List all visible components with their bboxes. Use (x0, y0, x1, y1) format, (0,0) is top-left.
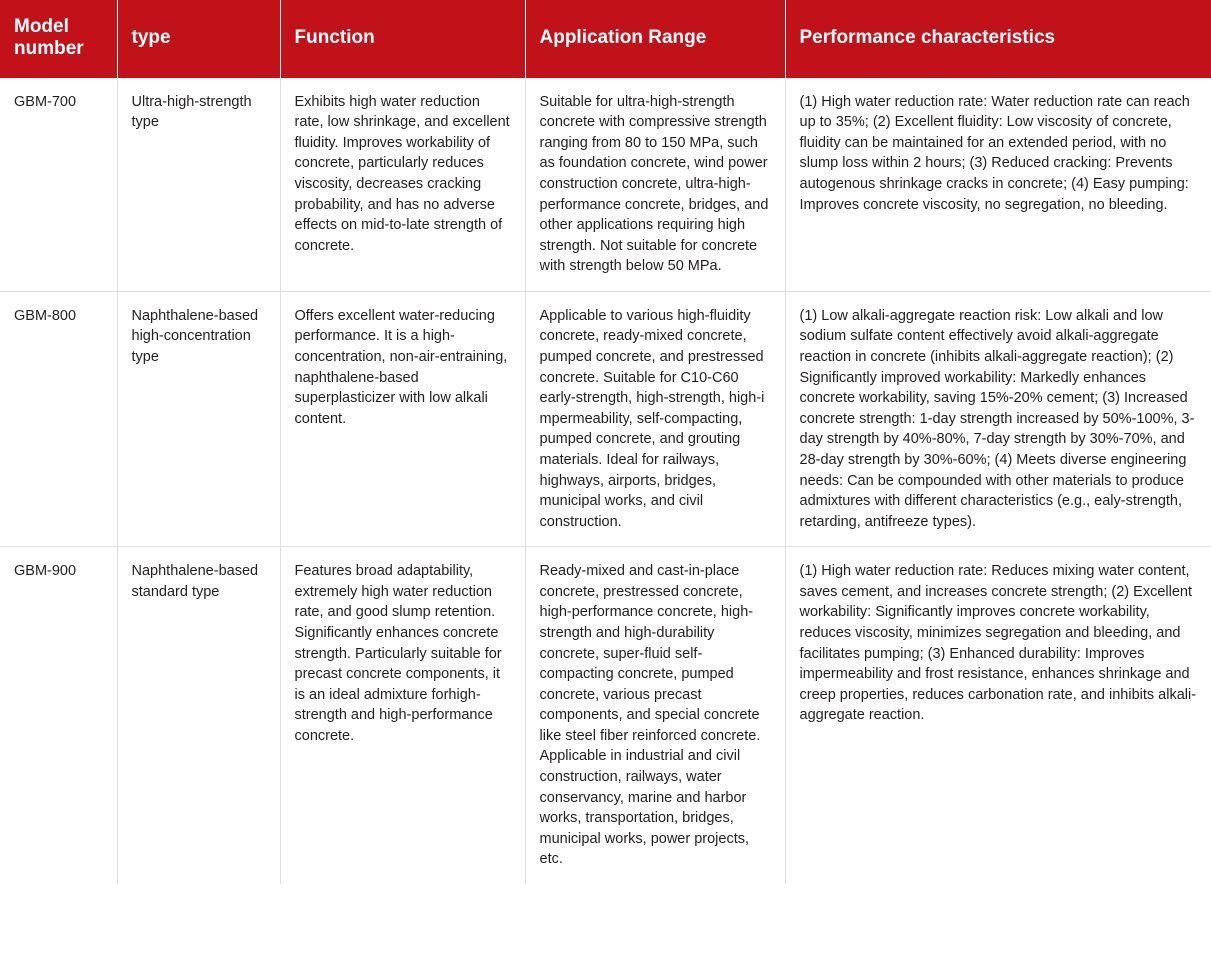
table-row (0, 78, 1211, 292)
cell-function: Exhibits high water reduction rate, low shrinkage, and excellent fluidity. Improves workability of concrete, particularly reduces viscosity, decreases cracking probability, and has no adverse effects on mid-to-late strength of concrete. (280, 78, 525, 292)
column-header-model-number: Model number (0, 0, 117, 78)
cell-model-number: GBM-800 (0, 291, 117, 546)
table-header (0, 0, 1211, 78)
cell-application-range: Applicable to various high-fluidity concrete, ready-mixed concrete, pumped concrete, and prestressed concrete. Suitable for C10-C60 early-strength, high-strength, high-i mpermeability, self-compacting, pumped concrete, and grouting materials. Ideal for railways, highways, airports, bridges, municipal works, and civil construction. (525, 291, 785, 546)
table-header-row (0, 0, 1211, 78)
table-row (0, 547, 1211, 884)
cell-function: Offers excellent water-reducing performance. It is a high-concentration, non-air-entraining, naphthalene-based superplasticizer with low alkali content. (280, 291, 525, 546)
cell-application-range: Suitable for ultra-high-strength concrete with compressive strength ranging from 80 to 150 MPa, such as foundation concrete, wind power construction concrete, ultra-high-performance concrete, bridges, and other applications requiring high strength. Not suitable for concrete with strength below 50 MPa. (525, 78, 785, 292)
column-header-type: type (117, 0, 280, 78)
cell-type: Naphthalene-based high-concentration type (117, 291, 280, 546)
cell-performance-characteristics: (1) High water reduction rate: Water reduction rate can reach up to 35%; (2) Excellent fluidity: Low viscosity of concrete, fluidity can be maintained for an extended period, with no slump loss within 2 hours; (3) Reduced cracking: Prevents autogenous shrinkage cracks in concrete; (4) Easy pumping: Improves concrete viscosity, no segregation, no bleeding. (785, 78, 1211, 292)
column-header-function: Function (280, 0, 525, 78)
column-header-application-range: Application Range (525, 0, 785, 78)
cell-function: Features broad adaptability, extremely high water reduction rate, and good slump retention. Significantly enhances concrete strength. Particularly suitable for precast concrete components, it is an ideal admixture forhigh-strength and high-performance concrete. (280, 547, 525, 884)
table-body (0, 78, 1211, 884)
cell-type: Ultra-high-strength type (117, 78, 280, 292)
table-row (0, 291, 1211, 546)
cell-application-range: Ready-mixed and cast-in-place concrete, prestressed concrete, high-performance concrete, high-strength and high-durability concrete, super-fluid self-compacting concrete, pumped concrete, various precast components, and special concrete like steel fiber reinforced concrete. Applicable in industrial and civil construction, railways, water conservancy, marine and harbor works, transportation, bridges, municipal works, power projects, etc. (525, 547, 785, 884)
column-header-performance-characteristics: Performance characteristics (785, 0, 1211, 78)
cell-performance-characteristics: (1) Low alkali-aggregate reaction risk: Low alkali and low sodium sulfate content effectively avoid alkali-aggregate reaction in concrete (inhibits alkali-aggregate reaction); (2) Significantly improved workability: Markedly enhances concrete workability, saving 15%-20% cement; (3) Increased concrete strength: 1-day strength increased by 50%-100%, 3-day strength by 40%-80%, 7-day strength by 30%-70%, and 28-day strength by 30%-60%; (4) Meets diverse engineering needs: Can be compounded with other materials to produce admixtures with different characteristics (e.g., ealy-strength, retarding, antifreeze types). (785, 291, 1211, 546)
cell-model-number: GBM-900 (0, 547, 117, 884)
cell-performance-characteristics: (1) High water reduction rate: Reduces mixing water content, saves cement, and increases concrete strength; (2) Excellent workability: Significantly improves concrete workability, reduces viscosity, minimizes segregation and bleeding, and facilitates pumping; (3) Enhanced durability: Improves impermeability and frost resistance, enhances shrinkage and creep properties, reduces carbonation rate, and inhibits alkali-aggregate reaction. (785, 547, 1211, 884)
cell-type: Naphthalene-based standard type (117, 547, 280, 884)
cell-model-number: GBM-700 (0, 78, 117, 292)
